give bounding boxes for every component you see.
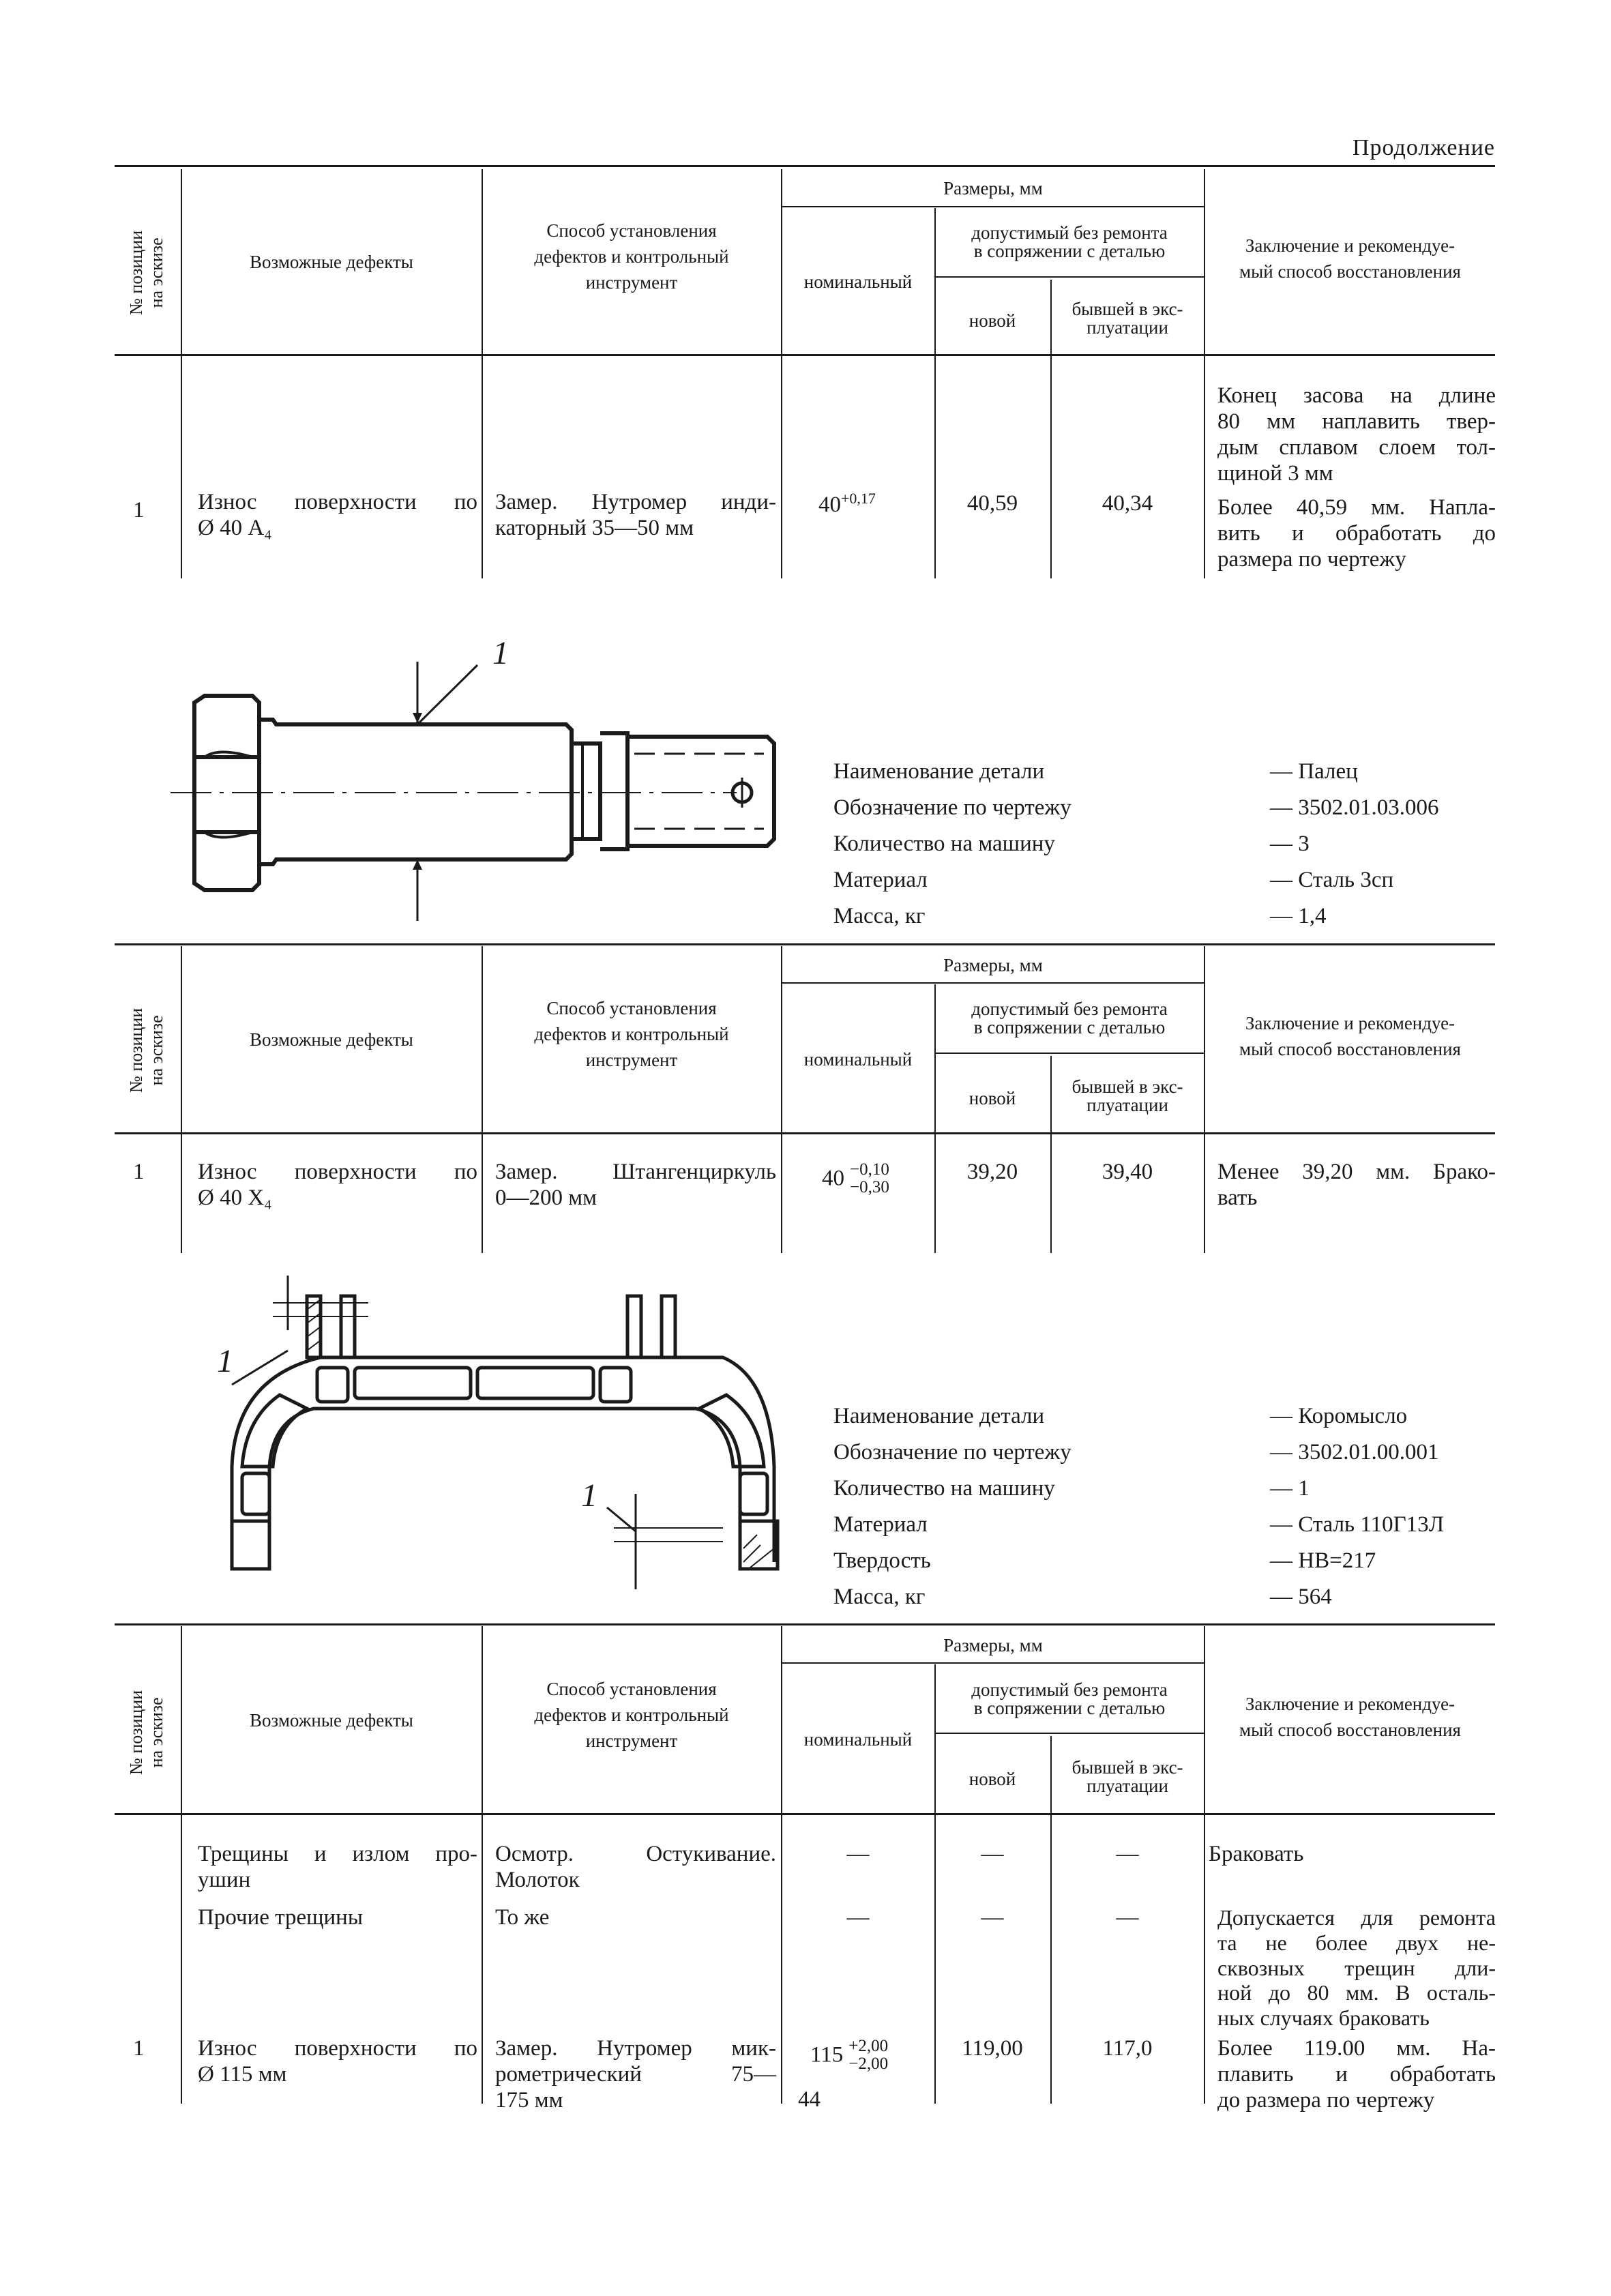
- conclusion-cell: Браковать: [1209, 1842, 1304, 1866]
- continuation-label: Продолжение: [1352, 135, 1495, 160]
- nominal-cell: 115 +2,00 −2,00: [810, 2037, 889, 2074]
- used-cell: 39,40: [1102, 1160, 1153, 1184]
- used-cell: —: [1116, 1842, 1139, 1866]
- callout-1-rocker-right: 1: [581, 1477, 597, 1514]
- part3-labels: Наименование детали Обозначение по чертежу Количество на машину Материал Твердость Масса, кг: [833, 1404, 1071, 1609]
- header-sizes: Размеры, мм: [943, 955, 1043, 975]
- new-cell: —: [981, 1842, 1004, 1866]
- header-allowed: допустимый без ремонта в сопряжении с деталью: [971, 222, 1168, 261]
- nominal-cell: $40^{+0,17}$: [818, 490, 876, 517]
- table-row: 1: [133, 498, 145, 523]
- nominal-cell: —: [846, 1842, 870, 1866]
- defect-cell: Износ поверхности по Ø 40 X₄: [198, 1160, 477, 1210]
- header-used: бывшей в экс- плуатации: [1071, 1076, 1183, 1115]
- header-used: бывшей в экс- плуатации: [1071, 1757, 1183, 1796]
- used-cell: 117,0: [1102, 2036, 1153, 2061]
- header-used: бывшей в экс- плуатации: [1071, 299, 1183, 338]
- pin-drawing: [157, 634, 805, 941]
- new-cell: 40,59: [966, 491, 1018, 516]
- used-cell: —: [1116, 1905, 1139, 1930]
- header-position: № позиции на эскизе: [126, 1690, 166, 1775]
- header-conclusion: Заключение и рекомендуе- мый способ восстановления: [1239, 1013, 1461, 1059]
- method-cell: То же: [495, 1905, 550, 1930]
- defect-cell: Износ поверхности по Ø 40 А₄: [198, 490, 477, 540]
- nominal-cell: —: [846, 1905, 870, 1930]
- conclusion-cell: Менее 39,20 мм. Брако- вать: [1217, 1160, 1496, 1210]
- new-cell: —: [981, 1905, 1004, 1930]
- conclusion-cell: Конец засова на длине 80 мм наплавить твер- дым сплавом слоем тол- щиной 3 мм Более 40,59 мм. Напла- вить и обработать до размера по чертежу: [1217, 383, 1496, 572]
- conclusion-cell: Допускается для ремонта та не более двух не- сквозных трещин дли- ной до 80 мм. В осталь- ных случаях браковать: [1217, 1905, 1496, 2031]
- callout-1-pin: 1: [492, 635, 509, 671]
- header-method: Способ установления дефектов и контрольный инструмент: [534, 1679, 729, 1751]
- header-defects: Возможные дефекты: [250, 1710, 413, 1731]
- method-cell: Замер. Нутромер инди- каторный 35—50 мм: [495, 490, 776, 540]
- nominal-cell: 40 −0,10 −0,30: [822, 1160, 889, 1197]
- header-new: новой: [969, 310, 1016, 331]
- method-cell: Замер. Нутромер мик- рометрический 75— 175 мм: [495, 2036, 776, 2113]
- header-sizes: Размеры, мм: [943, 178, 1043, 198]
- method-cell: Замер. Штангенциркуль 0—200 мм: [495, 1160, 776, 1210]
- header-position: № позиции на эскизе: [126, 230, 166, 315]
- used-cell: 40,34: [1102, 491, 1153, 516]
- defect-cell: Трещины и излом про- ушин: [198, 1842, 477, 1892]
- method-cell: Осмотр. Остукивание. Молоток: [495, 1842, 776, 1892]
- header-allowed: допустимый без ремонта в сопряжении с деталью: [971, 999, 1168, 1037]
- header-new: новой: [969, 1769, 1016, 1789]
- header-nominal: номинальный: [803, 271, 913, 292]
- header-sizes: Размеры, мм: [943, 1635, 1043, 1655]
- part3-values: — Коромысло — 3502.01.00.001 — 1 — Сталь 110Г13Л — НВ=217 — 564: [1270, 1404, 1445, 1609]
- defect-cell: Износ поверхности по Ø 115 мм: [198, 2036, 477, 2087]
- callout-1-rocker-left: 1: [217, 1343, 233, 1379]
- header-method: Способ установления дефектов и контрольный инструмент: [534, 220, 729, 293]
- conclusion-cell: Более 119.00 мм. На- плавить и обработать до размера по чертежу: [1217, 2036, 1496, 2113]
- header-conclusion: Заключение и рекомендуе- мый способ восстановления: [1239, 1694, 1461, 1740]
- part2-labels: Наименование детали Обозначение по чертежу Количество на машину Материал Масса, кг: [833, 759, 1071, 928]
- part2-values: — Палец — 3502.01.03.006 — 3 — Сталь 3сп — 1,4: [1270, 759, 1439, 928]
- header-conclusion: Заключение и рекомендуе- мый способ восстановления: [1239, 235, 1461, 282]
- defect-cell: Прочие трещины: [198, 1905, 364, 1930]
- header-allowed: допустимый без ремонта в сопряжении с деталью: [971, 1679, 1168, 1718]
- header-method: Способ установления дефектов и контрольный инструмент: [534, 998, 729, 1070]
- header-nominal: номинальный: [803, 1049, 913, 1070]
- table-row: 1: [133, 2036, 145, 2061]
- header-defects: Возможные дефекты: [250, 1029, 413, 1050]
- header-position: № позиции на эскизе: [126, 1007, 166, 1093]
- header-new: новой: [969, 1088, 1016, 1108]
- new-cell: 39,20: [966, 1160, 1018, 1184]
- page-number: 44: [798, 2087, 821, 2112]
- table-row: 1: [133, 1160, 145, 1184]
- rocker-drawing: [205, 1262, 805, 1603]
- header-nominal: номинальный: [803, 1729, 913, 1750]
- new-cell: 119,00: [962, 2036, 1023, 2061]
- header-defects: Возможные дефекты: [250, 252, 413, 272]
